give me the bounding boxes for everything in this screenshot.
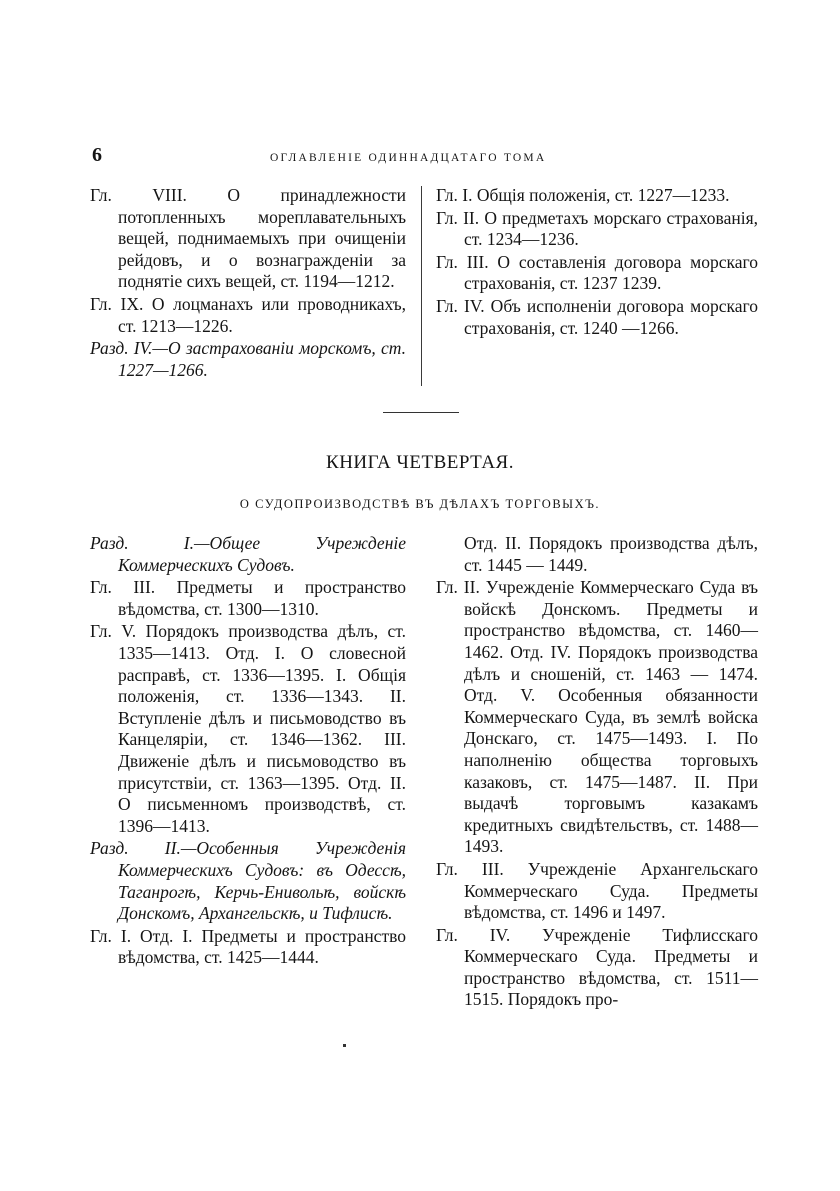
running-header: ОГЛАВЛЕНІЕ ОДИННАДЦАТАГО ТОМА bbox=[270, 152, 547, 164]
toc-bottom-right-column bbox=[436, 533, 758, 1012]
section-separator bbox=[383, 412, 459, 413]
book-title: КНИГА ЧЕТВЕРТАЯ. bbox=[326, 452, 514, 473]
toc-entry-section: Разд. I.—Общее Учрежденіе Коммерческихъ Судовъ. bbox=[90, 533, 406, 575]
toc-entry: Гл. I. Отд. I. Предметы и пространство вѣдомства, ст. 1425—1444. bbox=[90, 925, 406, 968]
toc-entry: Гл. V. Порядокъ производства дѣлъ, ст. 1335—1413. Отд. I. О словесной расправѣ, ст. 1336—1395. I. Общія положенія, ст. 1336—1343. II. Вступленіе дѣлъ и письмоводство въ Канцеляріи, ст. 1346—1362. III. Движеніе дѣлъ и письмоводство въ присутствіи, ст. 1363—1395. Отд. II. О письменномъ производствѣ, ст. 1396—1413. bbox=[90, 621, 406, 836]
toc-entry: Гл. I. Общія положенія, ст. 1227—1233. bbox=[436, 185, 730, 205]
book-subtitle: О СУДОПРОИЗВОДСТВѢ ВЪ ДѢЛАХЪ ТОРГОВЫХЪ. bbox=[239, 497, 601, 511]
toc-top-right-column bbox=[436, 185, 758, 340]
toc-entry: Гл. VIII. О принадлежности потопленныхъ мореплавательныхъ вещей, поднимаемыхъ при очищеніи рейдовъ, и о вознагражденіи за поднятіе сихъ вещей, ст. 1194—1212. bbox=[90, 185, 406, 292]
print-mark bbox=[343, 1044, 346, 1047]
toc-bottom-left-column bbox=[90, 533, 406, 970]
toc-entry-continued: Отд. II. Порядокъ производства дѣлъ, ст. 1445 — 1449. bbox=[464, 533, 758, 575]
column-divider bbox=[421, 186, 422, 386]
toc-entry: Гл. III. Учрежденіе Архангельскаго Коммерческаго Суда. Предметы вѣдомства, ст. 1496 и 1497. bbox=[436, 858, 758, 923]
toc-entry: Гл. III. Предметы и пространство вѣдомства, ст. 1300—1310. bbox=[90, 577, 406, 619]
toc-entry: Гл. IX. О лоцманахъ или проводникахъ, ст. 1213—1226. bbox=[90, 293, 406, 336]
toc-entry: Гл. II. О предметахъ морскаго страхованія, ст. 1234—1236. bbox=[436, 207, 758, 250]
toc-entry: Гл. IV. Учрежденіе Тифлисскаго Коммерческаго Суда. Предметы и пространство вѣдомства, ст. 1511—1515. Порядокъ про- bbox=[436, 924, 758, 1010]
toc-entry: Гл. II. Учрежденіе Коммерческаго Суда въ войскѣ Донскомъ. Предметы и пространство вѣдомства, ст. 1460—1462. Отд. IV. Порядокъ производства дѣлъ и сношеній, ст. 1463 — 1474. Отд. V. Особенныя обязанности Коммерческаго Суда, въ землѣ войска Донскаго, ст. 1475—1493. I. По наполненію общества торговыхъ казаковъ, ст. 1475—1487. II. При выдачѣ торговымъ казакамъ кредитныхъ свидѣтельствъ, ст. 1488—1493. bbox=[436, 577, 758, 857]
toc-entry-section: Разд. IV.—О застрахованіи морскомъ, ст. 1227—1266. bbox=[90, 338, 406, 380]
toc-entry: Гл. IV. Объ исполненіи договора морскаго страхованія, ст. 1240 —1266. bbox=[436, 295, 758, 338]
toc-entry-section: Разд. II.—Особенныя Учрежденія Коммерческихъ Судовъ: въ Одессѣ, Таганрогѣ, Керчь-Енивольѣ, войскѣ Донскомъ, Архангельскѣ, и Тифлисѣ. bbox=[90, 838, 406, 924]
toc-entry: Гл. III. О составленія договора морскаго страхованія, ст. 1237 1239. bbox=[436, 251, 758, 294]
toc-top-left-column bbox=[90, 185, 406, 382]
page-number: 6 bbox=[92, 144, 102, 166]
